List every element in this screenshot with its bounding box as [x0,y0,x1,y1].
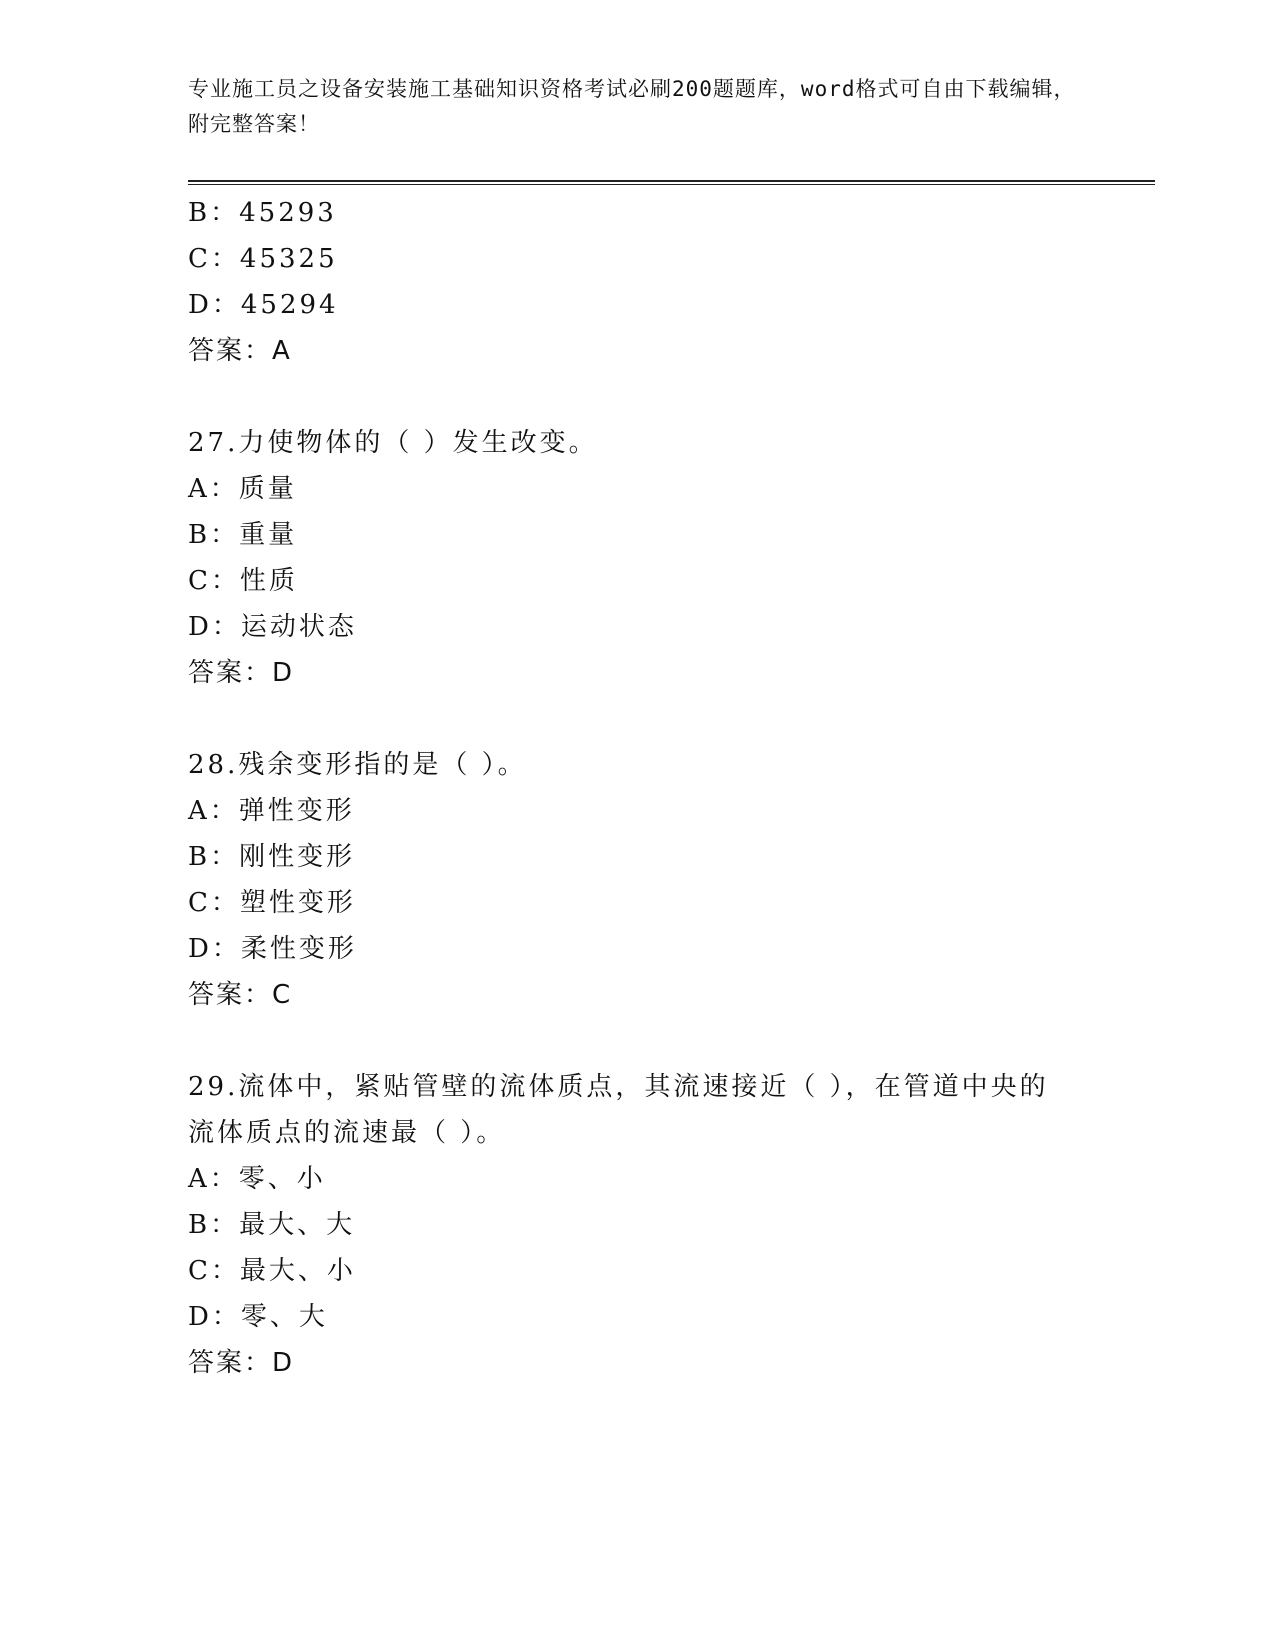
spacer [188,374,1088,420]
question-26-continued [188,190,1088,374]
option-b: B：刚性变形 [188,842,356,872]
spacer [188,1018,1088,1064]
option-c: C：45325 [188,244,338,274]
answer-line: 答案：D [188,658,295,688]
option-a: A：弹性变形 [188,796,355,826]
spacer [188,696,1088,742]
answer-line: 答案：A [188,336,292,366]
option-b: B：45293 [188,198,337,228]
header-divider [188,180,1155,182]
question-stem: 28.残余变形指的是（ ）。 [188,750,527,780]
document-header: 专业施工员之设备安装施工基础知识资格考试必刷200题题库，word格式可自由下载编辑，附完整答案！ [188,77,1076,136]
option-b: B：重量 [188,520,298,550]
question-stem: 29.流体中，紧贴管壁的流体质点，其流速接近（ ），在管道中央的流体质点的流速最（ ）。 [188,1072,1049,1148]
answer-line: 答案：D [188,1348,295,1378]
header-divider-thin [188,184,1155,185]
option-a: A：零、小 [188,1164,326,1194]
question-stem: 27.力使物体的（ ）发生改变。 [188,428,598,458]
answer-line: 答案：C [188,980,293,1010]
question-list [188,190,1088,1386]
question-29 [188,1064,1088,1386]
option-d: D：运动状态 [188,612,357,642]
option-d: D：零、大 [188,1302,328,1332]
option-c: C：塑性变形 [188,888,356,918]
option-c: C：最大、小 [188,1256,356,1286]
question-27 [188,420,1088,696]
option-c: C：性质 [188,566,298,596]
question-28 [188,742,1088,1018]
option-d: D：45294 [188,290,339,320]
option-a: A：质量 [188,474,297,504]
option-d: D：柔性变形 [188,934,357,964]
option-b: B：最大、大 [188,1210,356,1240]
